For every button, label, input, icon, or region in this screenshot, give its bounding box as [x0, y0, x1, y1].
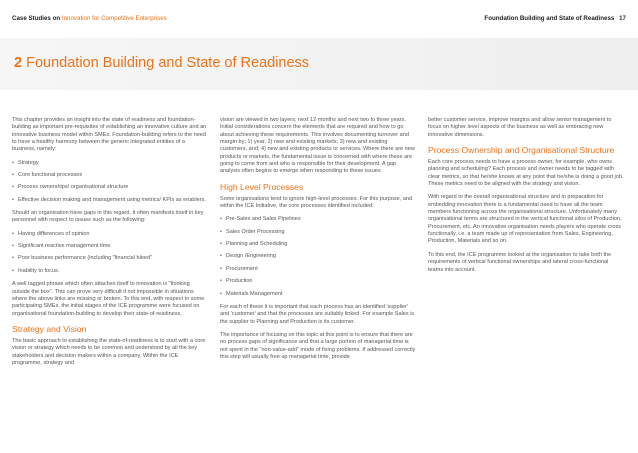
- list-item: • Effective decision making and management using metrics/ KPIs as enablers.: [12, 197, 208, 204]
- list-item: • Poor business performance (including "financial bleed": [12, 255, 208, 262]
- text-column-3: [428, 117, 624, 280]
- paragraph: better customer service, improve margins and allow senior management to focus on higher level aspects of the business as well as embracing new innovative dimensions.: [428, 117, 612, 138]
- list-item: • Design /Engineering: [220, 253, 416, 260]
- running-header-right: [484, 15, 626, 22]
- section-heading: Process Ownership and Organisational Structure: [428, 145, 615, 156]
- text-column-2: [220, 117, 416, 367]
- list-item: • Production: [220, 278, 416, 285]
- paragraph: Each core process needs to have a process owner, for example, who owns planning and scheduling? Each process and owner needs to be tagged with clear metrics, so that he/she knows at any point that he/she is doing a good job. These metrics need to be aligned with the strategy and vision.: [428, 159, 624, 188]
- paragraph: Some organisations tend to ignore high-level processes. For this purpose, and within the ICE Initiative, the core processes identified included:: [220, 195, 413, 210]
- list-item: • Process ownerships/ organisational structure: [12, 184, 208, 191]
- paragraph: The importance of focusing on this topic at this point is to ensure that there are no process gaps of significance and that a large portion of managerial time is not spent in the "non-value-add" mode of fixing problems. If addressed correctly this step will usually free up managerial time, provide: [220, 331, 416, 360]
- list-item: • Pre-Sales and Sales Pipelines: [220, 216, 416, 223]
- page-header: [0, 0, 638, 28]
- list-item: • Planning and Scheduling: [220, 241, 416, 248]
- paragraph: Should an organisation have gaps in this regard, it often manifests itself in key personnel with respect to issues such as the following:: [12, 210, 204, 224]
- foundation-entities-list: [12, 160, 208, 204]
- list-item: • Significant reactive management time: [12, 243, 208, 250]
- publication-subtitle: Innovation for Competitive Enterprises: [61, 15, 167, 22]
- paragraph: For each of these it is important that each process has an identified 'supplier' and 'customer' and that the processes are suitably linked. For example Sales is the supplier to Planning and Production is its customer.: [220, 303, 415, 325]
- list-item: • Strategy: [12, 160, 208, 167]
- list-item: • Materials Management: [220, 291, 416, 298]
- core-processes-list: [220, 216, 416, 297]
- chapter-title-text: Foundation Building and State of Readiness: [26, 55, 310, 71]
- list-item: • Having differences of opinion: [12, 231, 208, 238]
- page-number: 17: [619, 15, 626, 22]
- chapter-title: [14, 55, 309, 71]
- chapter-number: 2: [14, 55, 23, 71]
- paragraph: A well tagged phrase which often attaches itself to innovation is "thinking outside the box". This can prove very difficult if not impossible in situations where the above links are missing or broken. To this end, with respect to some participating SMEs, the initial stages of the ICE programme were focused on organisational foundation-building to develop their state-of-readiness.: [12, 281, 205, 317]
- section-heading: High Level Processes: [220, 181, 304, 192]
- paragraph: With regard to the overall organisational structure and in preparation for embedding innovation there is a fundamental need to have all the team members functioning across the organisational structure. Unfortunately many organisational terms are structured in the vertical functional silos of Production, Procurement, etc. An innovative organisation needs players who operate cross functionally, i.e. a team made up of representation from Sales, Engineering, Production, Materials and so on.: [428, 194, 622, 245]
- list-item: • Procurement: [220, 266, 416, 273]
- gap-issues-list: [12, 231, 208, 275]
- paragraph: vision are viewed in two layers; next 12 months and next two to three years. Initial considerations concern the elements that are required and how to go about achieving these requirements. This involves documenting turnover and margin by; 1) year, 2) new and existing markets; 3) new and existing customers, and; 4) new and existing products or services. Where there are new products or markets, the fundamental issue is concerned with where these are going to come from and who is responsible for their development. A gap analysis often begins to emerge when responding to these issues.: [220, 117, 415, 175]
- text-column-1: [12, 117, 208, 373]
- publication-title: Case Studies on: [12, 15, 61, 22]
- list-item: • Sales Order Processing: [220, 229, 416, 236]
- paragraph: The basic approach to establishing the state-of-readiness is to start with a core vision or strategy which needs to be common and understood by all the key stakeholders and decision makers within a company. Within the ICE programme, strategy and: [12, 337, 206, 366]
- paragraph: To this end, the ICE programme looked at the organisation to take both the requirements of vertical functional ownerships and lateral cross-functional teams into account.: [428, 251, 612, 273]
- list-item: • Inability to focus.: [12, 268, 208, 275]
- section-running-title: Foundation Building and State of Readiness: [484, 15, 615, 22]
- running-header-left: [12, 15, 167, 22]
- section-heading: Strategy and Vision: [12, 323, 87, 334]
- intro-paragraph: This chapter provides an insight into the state of readiness and foundation-building as important pre-requisites of establishing an innovative culture and an innovative business model within SMEs. Foundation-building refers to the need to have a healthy harmony between the generic integrated entities of a business, namely:: [12, 117, 207, 153]
- list-item: • Core functional processes: [12, 172, 208, 179]
